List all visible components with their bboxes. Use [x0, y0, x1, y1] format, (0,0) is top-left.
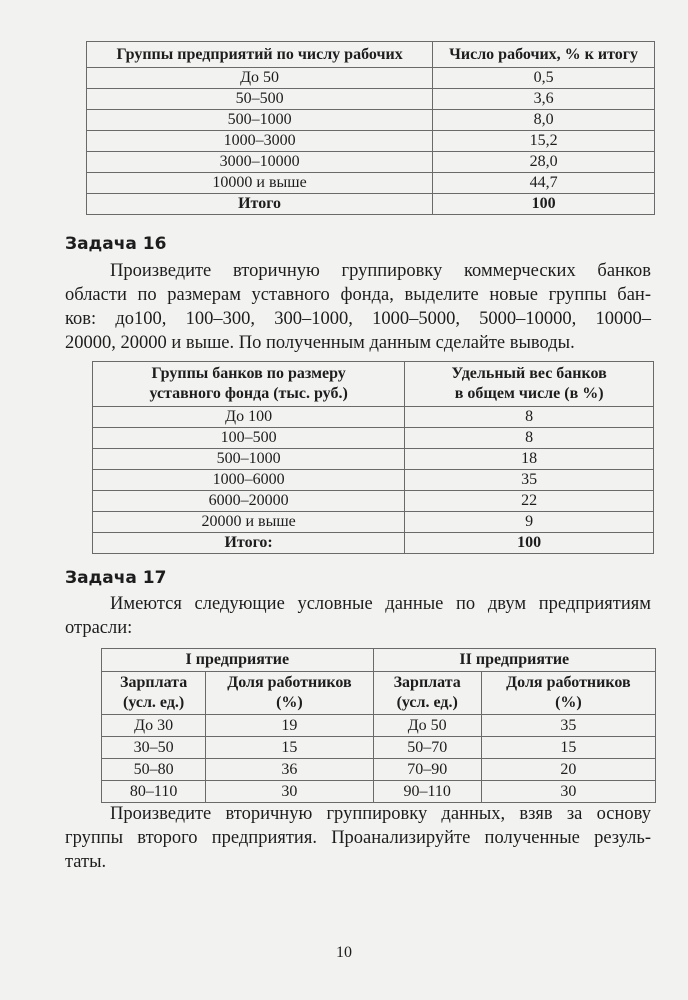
table-cell: 18: [405, 449, 654, 470]
table-cell: 8: [405, 407, 654, 428]
header-line: Доля работников: [506, 674, 631, 691]
table-header-row: [102, 672, 656, 715]
table-row: [93, 407, 654, 428]
table-bank-groups: [92, 361, 654, 554]
table-cell: 6000–20000: [93, 491, 405, 512]
header-line: (усл. ед.): [396, 694, 458, 711]
table-cell: 20000 и выше: [93, 512, 405, 533]
table-cell: 15: [206, 737, 373, 759]
task-heading: Задача 17: [65, 568, 167, 588]
table-row: [87, 173, 655, 194]
table-row: [87, 131, 655, 152]
table-row: [102, 781, 656, 803]
table-cell: 35: [405, 470, 654, 491]
header-line: (%): [555, 694, 582, 711]
group-header: II предприятие: [373, 649, 655, 672]
column-header: [102, 672, 206, 715]
column-header: [206, 672, 373, 715]
group-header: I предприятие: [102, 649, 374, 672]
column-header: [93, 362, 405, 407]
table-two-enterprises: [101, 648, 656, 803]
table-total-row: [87, 194, 655, 215]
table-cell: 15,2: [433, 131, 655, 152]
page-number: 10: [336, 944, 352, 961]
table-cell: До 50: [373, 715, 481, 737]
table-cell: 50–500: [87, 89, 433, 110]
table-cell: 36: [206, 759, 373, 781]
text-line: группы второго предприятия. Проанализируйте полученные резуль-: [65, 828, 651, 848]
table-row: [87, 152, 655, 173]
table-cell: 1000–3000: [87, 131, 433, 152]
header-line: Группы банков по размеру: [151, 365, 346, 382]
table-cell: До 30: [102, 715, 206, 737]
header-line: уставного фонда (тыс. руб.): [149, 385, 348, 402]
table-cell: 30: [481, 781, 655, 803]
table-cell: 50–80: [102, 759, 206, 781]
header-line: в общем числе (в %): [454, 385, 604, 402]
text-line: Произведите вторичную группировку коммерческих банков: [110, 261, 651, 281]
table-row: [102, 759, 656, 781]
header-line: (усл. ед.): [123, 694, 185, 711]
table-cell: 80–110: [102, 781, 206, 803]
table-row: [93, 428, 654, 449]
table-header-row: [87, 42, 655, 68]
text-line: отрасли:: [65, 618, 133, 638]
table-cell: 9: [405, 512, 654, 533]
text-line: области по размерам уставного фонда, выделите новые группы бан-: [65, 285, 651, 305]
table-cell: 90–110: [373, 781, 481, 803]
header-line: Удельный вес банков: [451, 365, 607, 382]
table-cell: 44,7: [433, 173, 655, 194]
table-cell: 0,5: [433, 68, 655, 89]
table-cell: До 50: [87, 68, 433, 89]
table-row: [102, 737, 656, 759]
table-cell: 3000–10000: [87, 152, 433, 173]
table-cell: 10000 и выше: [87, 173, 433, 194]
header-line: (%): [276, 694, 303, 711]
table-cell: 15: [481, 737, 655, 759]
table-cell: 500–1000: [93, 449, 405, 470]
task-text: [65, 802, 651, 874]
table-row: [93, 512, 654, 533]
table-cell: 100–500: [93, 428, 405, 449]
text-line: Имеются следующие условные данные по двум предприятиям: [110, 594, 651, 614]
table-group-header-row: [102, 649, 656, 672]
table-cell: 22: [405, 491, 654, 512]
table-cell: 1000–6000: [93, 470, 405, 491]
table-row: [93, 491, 654, 512]
table-cell: 100: [433, 194, 655, 215]
table-cell: 19: [206, 715, 373, 737]
table-cell: 35: [481, 715, 655, 737]
table-cell: 50–70: [373, 737, 481, 759]
text-line: таты.: [65, 852, 107, 872]
table-cell: 3,6: [433, 89, 655, 110]
table-row: [93, 449, 654, 470]
header-line: Доля работников: [227, 674, 352, 691]
table-total-row: [93, 533, 654, 554]
table-cell: Итого: [87, 194, 433, 215]
text-line: Произведите вторичную группировку данных, взяв за основу: [110, 804, 651, 824]
column-header: [405, 362, 654, 407]
table-row: [102, 715, 656, 737]
task-text: [65, 592, 651, 640]
table-cell: 8,0: [433, 110, 655, 131]
header-line: Зарплата: [393, 674, 461, 691]
table-row: [93, 470, 654, 491]
column-header: [481, 672, 655, 715]
table-cell: 30: [206, 781, 373, 803]
task-heading: Задача 16: [65, 234, 167, 254]
table-cell: 8: [405, 428, 654, 449]
table-cell: Итого:: [93, 533, 405, 554]
table-header-row: [93, 362, 654, 407]
table-cell: До 100: [93, 407, 405, 428]
column-header: Число рабочих, % к итогу: [433, 42, 655, 68]
table-cell: 500–1000: [87, 110, 433, 131]
text-line: ков: до100, 100–300, 300–1000, 1000–5000, 5000–10000, 10000–: [65, 309, 651, 329]
column-header: Группы предприятий по числу рабочих: [87, 42, 433, 68]
table-enterprise-groups: [86, 41, 655, 215]
table-cell: 20: [481, 759, 655, 781]
column-header: [373, 672, 481, 715]
table-row: [87, 68, 655, 89]
table-cell: 100: [405, 533, 654, 554]
table-cell: 28,0: [433, 152, 655, 173]
header-line: Зарплата: [120, 674, 188, 691]
table-cell: 30–50: [102, 737, 206, 759]
table-row: [87, 89, 655, 110]
text-line: 20000, 20000 и выше. По полученным данным сделайте выводы.: [65, 333, 575, 353]
task-text: [65, 259, 651, 355]
table-cell: 70–90: [373, 759, 481, 781]
table-row: [87, 110, 655, 131]
